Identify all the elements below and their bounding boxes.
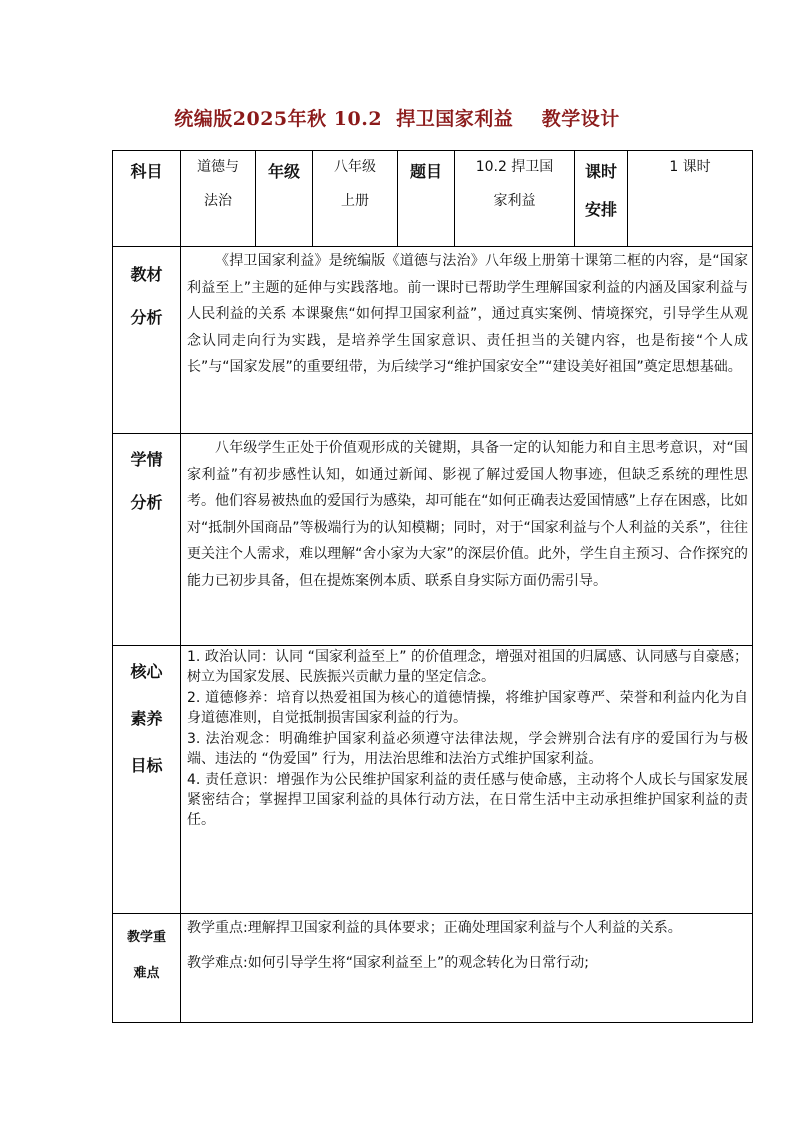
difficulty-label bbox=[113, 914, 181, 1023]
difficulty-label-line-1: 教学重 bbox=[126, 930, 166, 945]
students-text: 八年级学生正处于价值观形成的关键期，具备一定的认知能力和自主思考意识，对“国家利益”有初步感性认知，如通过新闻、影视了解过爱国人物事迹，但缺乏系统的理性思考。他们容易被热血的爱国行为感染，却可能在“如何正确表达爱国情感”上存在困惑，比如对“抵制外国商品”等极端行为的认知模糊；同时，对于“国家利益与个人利益的关系”，往往更关注个人需求，难以理解“舍小家为大家”的深层价值。此外，学生自主预习、合作探究的能力已初步具备，但在提炼案例本质、联系自身实际方面仍需引导。 bbox=[181, 434, 753, 646]
page-title: 统编版2025年秋 10.2 捍卫国家利益 教学设计 bbox=[174, 108, 620, 130]
difficulty-label-line-2: 难点 bbox=[133, 966, 160, 981]
schedule-value: 1 课时 bbox=[628, 151, 753, 247]
hard-point: 教学难点:如何引导学生将“国家利益至上”的观念转化为日常行动; bbox=[187, 955, 589, 971]
goals-row bbox=[113, 646, 753, 914]
students-row bbox=[113, 434, 753, 646]
goals-label-line-1: 核心 bbox=[130, 662, 163, 681]
subject-value-line-1: 道德与 bbox=[197, 159, 239, 175]
grade-value-line-2: 上册 bbox=[341, 192, 369, 209]
grade-value bbox=[313, 151, 398, 247]
difficulty-row bbox=[113, 914, 753, 1023]
material-label bbox=[113, 247, 181, 434]
header-row bbox=[113, 151, 753, 247]
topic-value bbox=[455, 151, 575, 247]
schedule-label-line-1: 课时 bbox=[584, 162, 617, 181]
grade-value-line-1: 八年级 bbox=[334, 159, 376, 175]
schedule-label-line-2: 安排 bbox=[584, 199, 617, 219]
material-row bbox=[113, 247, 753, 434]
topic-label: 题目 bbox=[398, 151, 455, 247]
subject-value bbox=[181, 151, 256, 247]
material-text: 《捍卫国家利益》是统编版《道德与法治》八年级上册第十课第二框的内容，是“国家利益至上”主题的延伸与实践落地。前一课时已帮助学生理解国家利益的内涵及国家利益与人民利益的关系 本课聚焦“如何捍卫国家利益”，通过真实案例、情境探究，引导学生从观念认同走向行为实践，是培养学生国家意识、责任担当的关键内容，也是衔接“个人成长”与“国家发展”的重要纽带，为后续学习“维护国家安全”“建设美好祖国”奠定思想基础。 bbox=[181, 247, 753, 434]
subject-value-line-2: 法治 bbox=[204, 192, 232, 209]
goals-label-line-3: 目标 bbox=[130, 756, 163, 775]
topic-value-line-2: 家利益 bbox=[493, 192, 536, 209]
goals-list bbox=[181, 646, 753, 914]
grade-label: 年级 bbox=[256, 151, 313, 247]
goal-item: 3. 法治观念：明确维护国家利益必须遵守法律法规，学会辨别合法有序的爱国行为与极端、违法的 “伪爱国” 行为，用法治思维和法治方式维护国家利益。 bbox=[187, 731, 748, 767]
goals-label bbox=[113, 646, 181, 914]
goal-item: 2. 道德修养：培育以热爱祖国为核心的道德情操，将维护国家尊严、荣誉和利益内化为自身道德准则，自觉抵制损害国家利益的行为。 bbox=[187, 690, 748, 726]
lesson-plan-table bbox=[112, 150, 753, 1023]
subject-label: 科目 bbox=[113, 151, 181, 247]
goals-label-line-2: 素养 bbox=[130, 709, 163, 728]
schedule-label bbox=[575, 151, 628, 247]
goal-item: 1. 政治认同：认同 “国家利益至上” 的价值理念，增强对祖国的归属感、认同感与自豪感；树立为国家发展、民族振兴贡献力量的坚定信念。 bbox=[187, 649, 748, 685]
goal-item: 4. 责任意识：增强作为公民维护国家利益的责任感与使命感，主动将个人成长与国家发展紧密结合；掌握捍卫国家利益的具体行动方法，在日常生活中主动承担维护国家利益的责任。 bbox=[187, 772, 748, 828]
students-label bbox=[113, 434, 181, 646]
material-label-line-1: 教材 bbox=[130, 265, 163, 284]
difficulty-text bbox=[181, 914, 753, 1023]
key-point: 教学重点:理解捍卫国家利益的具体要求；正确处理国家利益与个人利益的关系。 bbox=[187, 920, 682, 936]
students-label-line-1: 学情 bbox=[130, 450, 163, 469]
material-label-line-2: 分析 bbox=[130, 308, 163, 327]
students-label-line-2: 分析 bbox=[130, 493, 163, 512]
topic-value-line-1: 10.2 捍卫国 bbox=[475, 159, 554, 175]
